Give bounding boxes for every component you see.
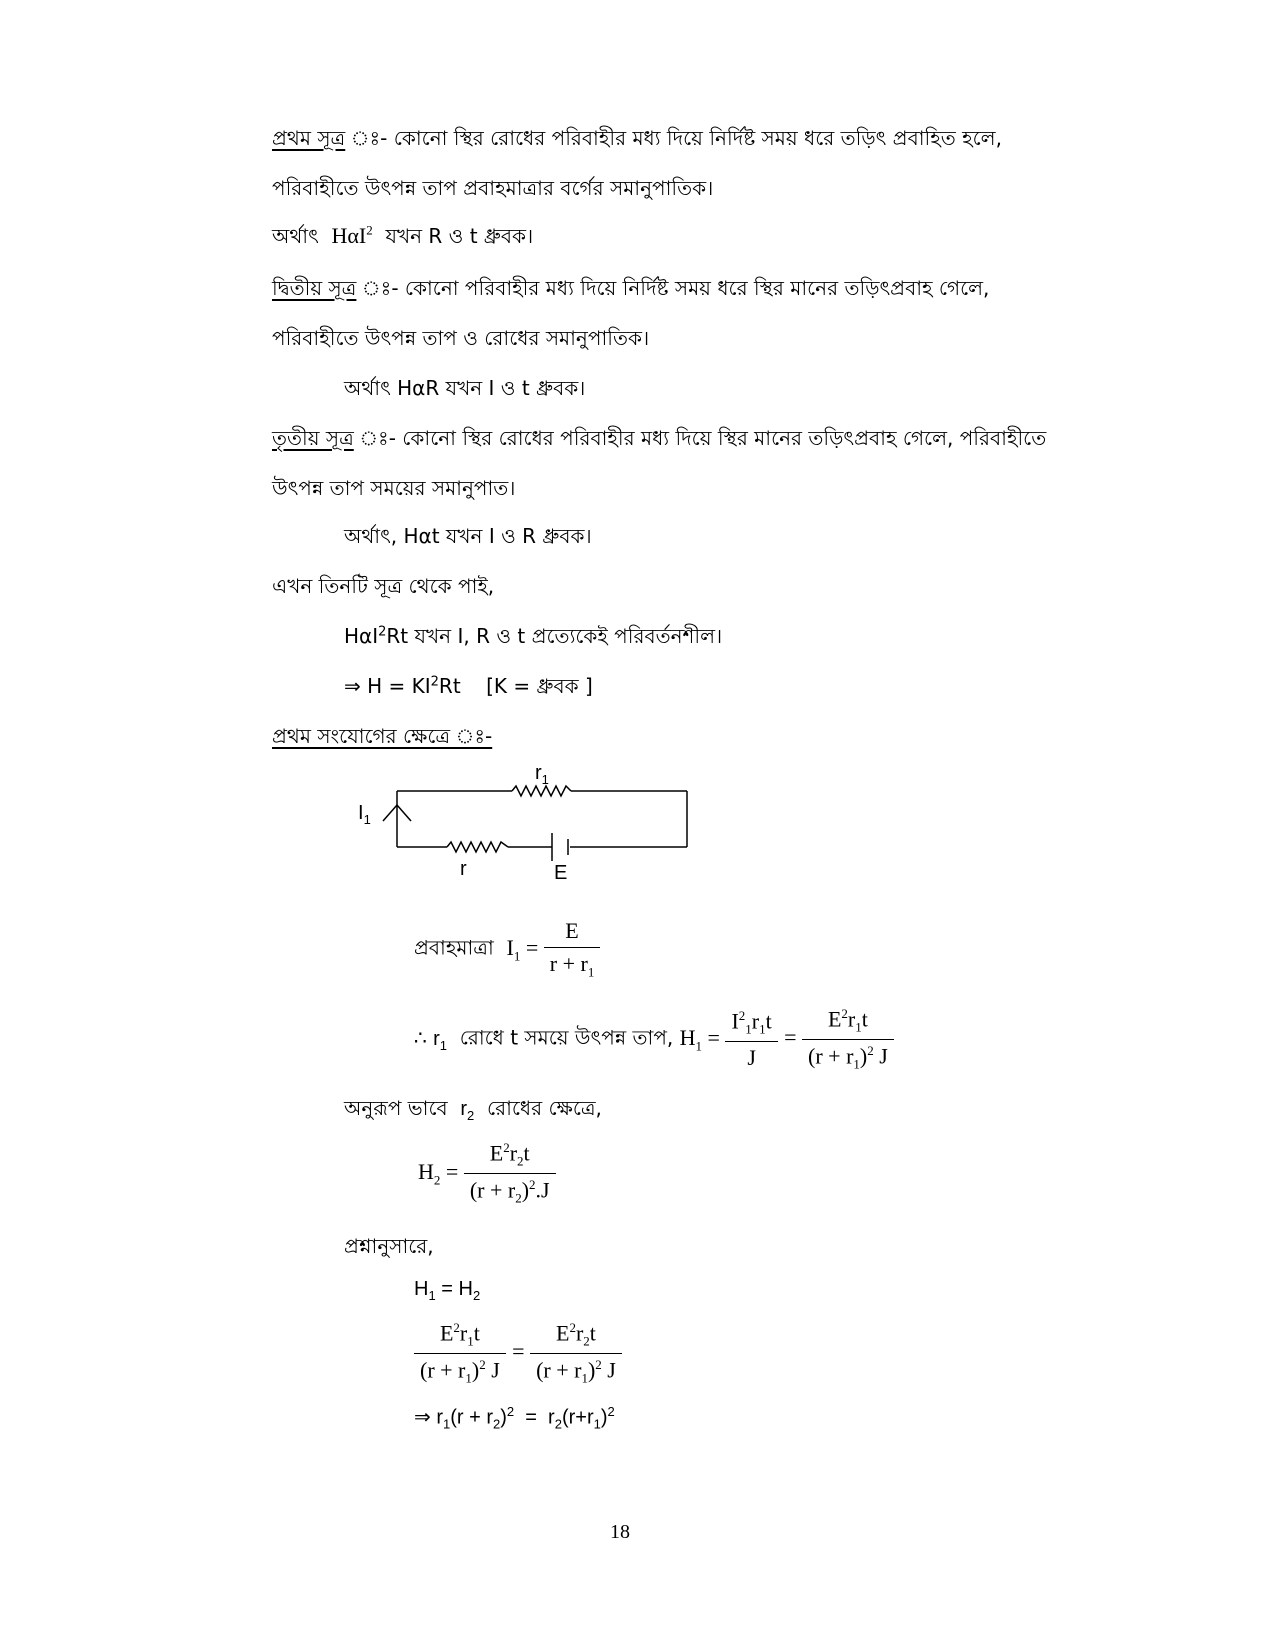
law3-line1 (272, 424, 1046, 457)
question-eq2: $\frac{E^2r_1t}{(r + r_1)^2 J}$ = $\frac{E^2r_2t}{(r + r_1)^2 J}$ (414, 1320, 622, 1386)
heat-r1-equation: ∴ $r_1$ রোধে t সময়ে উৎপন্ন তাপ, $H_1$ = $\frac{I^2_1r_1t}{J}$ = $\frac{E^2r_1t}{(r + r_1)^2 J}$ (414, 1006, 894, 1072)
resistor-r1 (512, 786, 571, 796)
question-fraction-left: $\frac{E^2r_1t}{(r + r_1)^2 J}$ (414, 1320, 506, 1386)
heat1-fraction-b: $\frac{E^2r_1t}{(r + r_1)^2 J}$ (802, 1006, 894, 1072)
question-final-eq: ⇒ $r_1(r + r_2)^2 = r_2(r+r_1)^2$ (414, 1404, 615, 1432)
heat1-fraction-a: $\frac{I^2_1r_1t}{J}$ (725, 1008, 777, 1071)
law2-line2: পরিবাহীতে উৎপন্ন তাপ ও রোধের সমানুপাতিক। (272, 326, 650, 350)
law3-title: তৃতীয় সূত্র (272, 426, 354, 450)
law2-line1 (272, 274, 989, 307)
combined-formula-1: HαI$^2$Rt যখন I, R ও t প্রত্যেকেই পরিবর্তনশীল। (344, 624, 723, 648)
question-fraction-right: $\frac{E^2r_2t}{(r + r_1)^2 J}$ (530, 1320, 622, 1386)
label-I1: $I_1$ (358, 802, 371, 827)
similar-r2-line: অনুরূপ ভাবে $r_2$ রোধের ক্ষেত্রে, (344, 1096, 602, 1123)
heat-r2-equation: $H_2$ = $\frac{E^2r_2t}{(r + r_2)^2.J}$ (418, 1140, 556, 1206)
law2-formula: অর্থাৎ HαR যখন I ও t ধ্রুবক। (344, 376, 586, 400)
law1-line2: পরিবাহীতে উৎপন্ন তাপ প্রবাহমাত্রার বর্গের সমানুপাতিক। (272, 176, 714, 200)
current-equation: প্রবাহমাত্রা $I_1$ = $\frac{E}{r + r_1}$ (414, 918, 600, 980)
circuit-diagram (340, 755, 710, 890)
label-E: E (554, 862, 568, 884)
law1-formula-prefix: অর্থাৎ (272, 224, 319, 248)
law3-line2: উৎপন্ন তাপ সময়ের সমানুপাত। (272, 476, 516, 500)
case1-heading: প্রথম সংযোগের ক্ষেত্রে ঃ- (272, 724, 493, 748)
law1-formula-suffix: যখন R ও t ধ্রুবক। (385, 224, 534, 248)
label-r1: $r_1$ (535, 762, 549, 787)
law3-formula: অর্থাৎ, Hαt যখন I ও R ধ্রুবক। (344, 524, 592, 548)
question-eq1: $H_1 = H_2$ (414, 1278, 481, 1303)
law1-line1 (272, 124, 1002, 157)
label-r: r (460, 858, 467, 880)
law1-text: ঃ- কোনো স্থির রোধের পরিবাহীর মধ্য দিয়ে নির্দিষ্ট সময় ধরে তড়িৎ প্রবাহিত হলে, (345, 126, 1002, 150)
combined-formula-2: ⇒ $H = KI^2Rt$ [K = ধ্রুবক ] (344, 674, 593, 698)
heat2-fraction: $\frac{E^2r_2t}{(r + r_2)^2.J}$ (464, 1140, 556, 1206)
question-label: প্রশ্নানুসারে, (344, 1234, 434, 1258)
resistor-r (447, 842, 508, 852)
combined-intro: এখন তিনটি সূত্র থেকে পাই, (272, 574, 495, 598)
law2-text: ঃ- কোনো পরিবাহীর মধ্য দিয়ে নির্দিষ্ট সময় ধরে স্থির মানের তড়িৎপ্রবাহ গেলে, (356, 276, 990, 300)
law1-formula-main: HαI$^2$ (331, 222, 373, 248)
current-label: প্রবাহমাত্রা (414, 935, 494, 960)
law3-text: ঃ- কোনো স্থির রোধের পরিবাহীর মধ্য দিয়ে স্থির মানের তড়িৎপ্রবাহ গেলে, পরিবাহীতে (353, 426, 1047, 450)
current-fraction: $\frac{E}{r + r_1}$ (544, 918, 601, 980)
law1-title: প্রথম সূত্র (272, 126, 346, 150)
law2-title: দ্বিতীয় সূত্র (272, 276, 357, 300)
page-number: 18 (610, 1521, 630, 1543)
law1-formula (272, 222, 533, 255)
